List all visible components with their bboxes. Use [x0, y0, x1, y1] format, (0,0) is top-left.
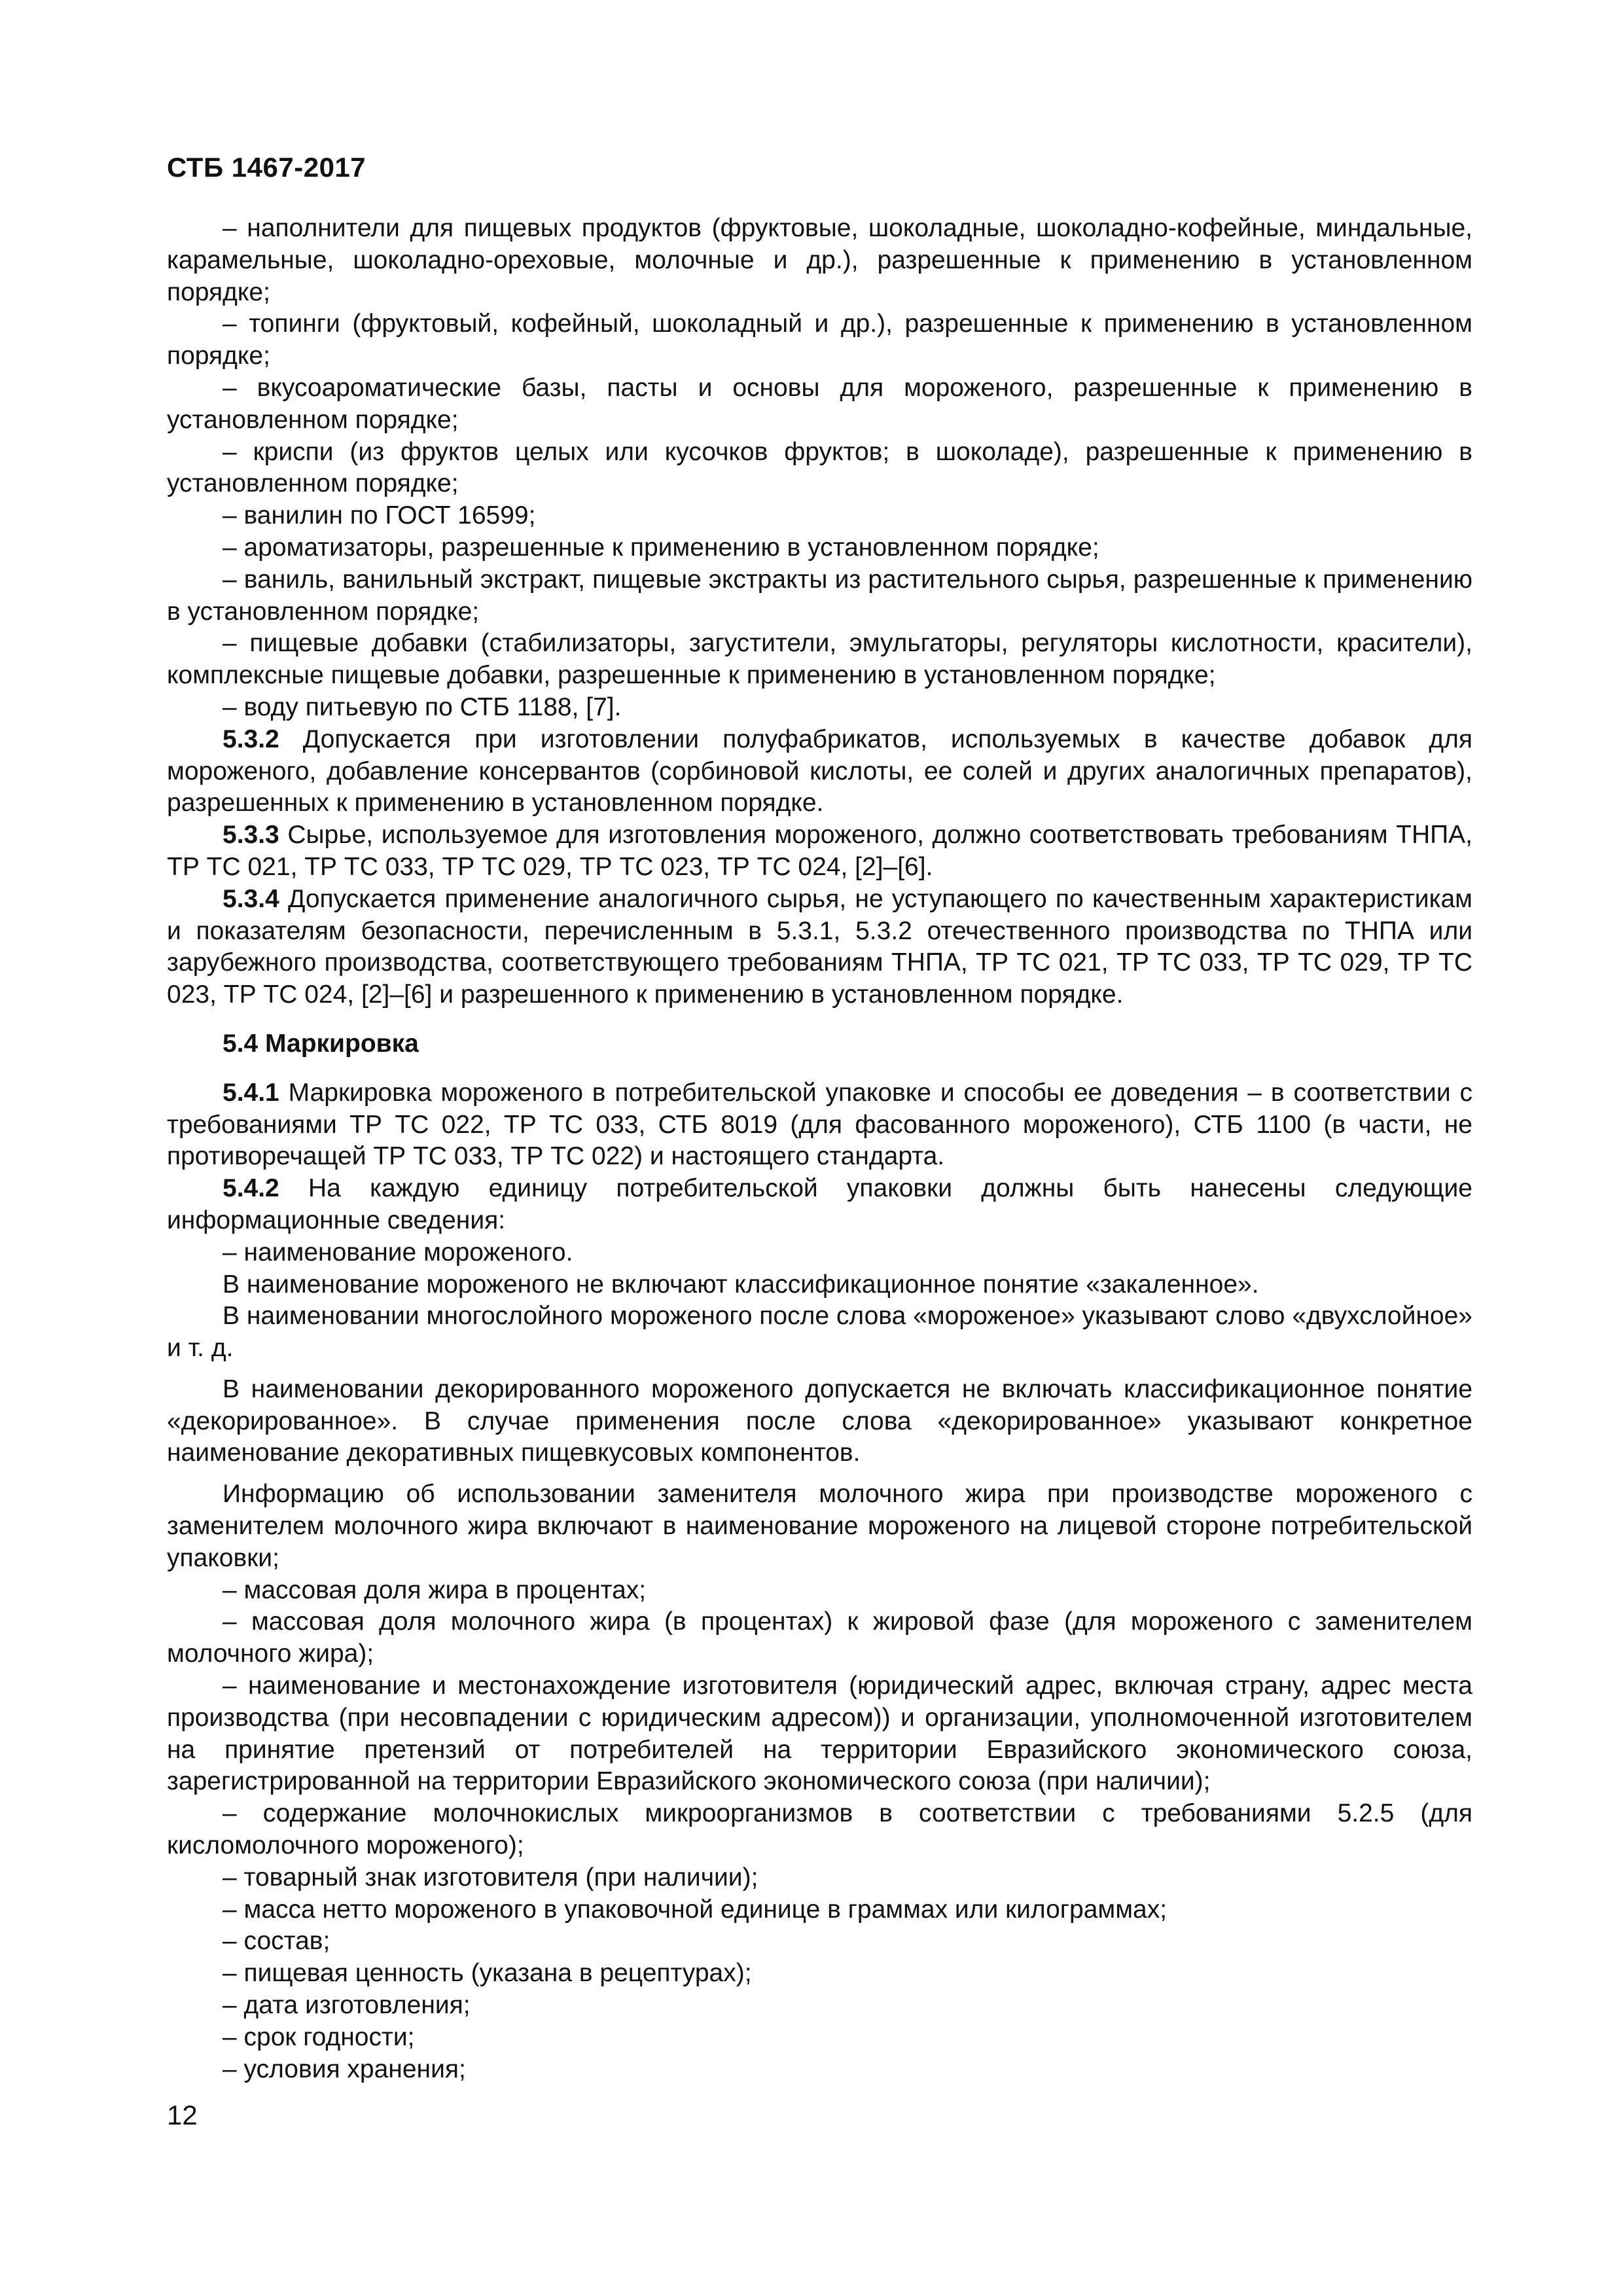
paragraph: [167, 1575, 1472, 1607]
clause-5-3-2: [167, 724, 1472, 819]
clause-number: 5.4.1: [223, 1078, 279, 1107]
paragraph-text: – воду питьевую по СТБ 1188, [7].: [223, 692, 622, 721]
paragraph: [167, 1798, 1472, 1862]
paragraph: [167, 1300, 1472, 1365]
clause-number: 5.4.2: [223, 1174, 279, 1203]
paragraph: [167, 1862, 1472, 1894]
paragraph-text: – наполнители для пищевых продуктов (фруктовые, шоколадные, шоколадно-кофейные, миндальные, карамельные, шоколадно-ореховые, молочные и др.), разрешенные к применению в установленном порядке;: [167, 214, 1472, 306]
paragraph: [167, 1374, 1472, 1469]
paragraph-text: – массовая доля молочного жира (в процентах) к жировой фазе (для мороженого с заменителем молочного жира);: [167, 1607, 1472, 1668]
paragraph-text: – состав;: [223, 1927, 330, 1956]
paragraph: [167, 564, 1472, 628]
paragraph-text: – ванилин по ГОСТ 16599;: [223, 501, 536, 530]
clause-text: Сырье, используемое для изготовления мороженого, должно соответствовать требованиям ТНПА, ТР ТС 021, ТР ТС 033, ТР ТС 029, ТР ТС 023, ТР ТС 024, [2]–[6].: [167, 821, 1472, 881]
clause-number: 5.3.4: [223, 884, 279, 913]
paragraph-text: – топинги (фруктовый, кофейный, шоколадный и др.), разрешенные к применению в установленном порядке;: [167, 310, 1472, 370]
paragraph: [167, 308, 1472, 372]
clause-text: На каждую единицу потребительской упаковки должны быть нанесены следующие информационные сведения:: [167, 1174, 1472, 1234]
paragraph: [167, 1670, 1472, 1798]
paragraph-text: – ароматизаторы, разрешенные к применению в установленном порядке;: [223, 533, 1099, 562]
paragraph-text: – пищевые добавки (стабилизаторы, загустители, эмульгаторы, регуляторы кислотности, красители), комплексные пищевые добавки, разрешенные к применению в установленном порядке;: [167, 629, 1472, 690]
paragraph: [167, 2022, 1472, 2054]
section-heading-5-4: 5.4 Маркировка: [223, 1029, 419, 1058]
paragraph-text: – вкусоароматические базы, пасты и основы для мороженого, разрешенные к применению в установленном порядке;: [167, 373, 1472, 434]
paragraph: [167, 1958, 1472, 1990]
paragraph-text: – срок годности;: [223, 2022, 415, 2051]
paragraph: [167, 628, 1472, 692]
paragraph-text: – масса нетто мороженого в упаковочной единице в граммах или килограммах;: [223, 1895, 1168, 1924]
paragraph: [167, 1894, 1472, 1926]
paragraph-text: Информацию об использовании заменителя молочного жира при производстве мороженого с заменителем молочного жира включают в наименование мороженого на лицевой стороне потребительской упаковки;: [167, 1480, 1472, 1572]
paragraph-text: – товарный знак изготовителя (при наличии);: [223, 1863, 758, 1892]
paragraph-text: – наименование и местонахождение изготовителя (юридический адрес, включая страну, адрес места производства (при несовпадении с юридическим адресом)) и организации, уполномоченной изготовителем на принятие претензий от потребителей на территории Евразийского экономического союза, зарегистрированной на территории Евразийского экономического союза (при наличии);: [167, 1672, 1472, 1796]
paragraph-text: В наименовании декорированного мороженого допускается не включать классификационное понятие «декорированное». В случае применения после слова «декорированное» указывают конкретное наименование декоративных пищевкусовых компонентов.: [167, 1374, 1472, 1467]
clause-5-3-4: [167, 884, 1472, 1011]
paragraph: [167, 1237, 1472, 1269]
clause-text: Допускается применение аналогичного сырья, не уступающего по качественным характеристикам и показателям безопасности, перечисленным в 5.3.1, 5.3.2 отечественного производства по ТНПА или зарубежного производства, соответствующего требованиям ТНПА, ТР ТС 021, ТР ТС 033, ТР ТС 029, ТР ТС 023, ТР ТС 024, [2]–[6] и разрешенного к применению в установленном порядке.: [167, 884, 1472, 1009]
paragraph: [167, 1926, 1472, 1958]
paragraph-text: – условия хранения;: [223, 2054, 466, 2083]
page-number: 12: [167, 2100, 198, 2130]
paragraph: [167, 372, 1472, 437]
document-body: [167, 213, 1472, 2085]
paragraph-text: – массовая доля жира в процентах;: [223, 1575, 647, 1604]
paragraph: [167, 1606, 1472, 1670]
paragraph-text: – криспи (из фруктов целых или кусочков фруктов; в шоколаде), разрешенные к применению в установленном порядке;: [167, 437, 1472, 498]
clause-5-3-3: [167, 819, 1472, 884]
paragraph-text: – пищевая ценность (указана в рецептурах);: [223, 1959, 752, 1988]
paragraph-text: – ваниль, ванильный экстракт, пищевые экстракты из растительного сырья, разрешенные к применению в установленном порядке;: [167, 565, 1472, 626]
paragraph: [167, 692, 1472, 724]
clause-text: Допускается при изготовлении полуфабрикатов, используемых в качестве добавок для мороженого, добавление консервантов (сорбиновой кислоты, ее солей и других аналогичных препаратов), разрешенных к применению в установленном порядке.: [167, 725, 1472, 817]
clause-text: Маркировка мороженого в потребительской упаковке и способы ее доведения – в соответствии с требованиями ТР ТС 022, ТР ТС 033, СТБ 8019 (для фасованного мороженого), СТБ 1100 (в части, не противоречащей ТР ТС 033, ТР ТС 022) и настоящего стандарта.: [167, 1078, 1472, 1171]
clause-5-4-2: [167, 1173, 1472, 1237]
clause-number: 5.3.2: [223, 725, 279, 753]
paragraph: [167, 1269, 1472, 1301]
paragraph: [167, 1990, 1472, 2022]
document-code-header: СТБ 1467-2017: [167, 152, 366, 183]
paragraph: [167, 500, 1472, 532]
paragraph-text: В наименование мороженого не включают классификационное понятие «закаленное».: [223, 1270, 1259, 1299]
paragraph: [167, 213, 1472, 308]
paragraph-text: – наименование мороженого.: [223, 1238, 573, 1266]
clause-5-4-1: [167, 1077, 1472, 1173]
paragraph: [167, 532, 1472, 564]
paragraph-text: – дата изготовления;: [223, 1991, 471, 2020]
paragraph-text: В наименовании многослойного мороженого после слова «мороженое» указывают слово «двухслойное» и т. д.: [167, 1302, 1472, 1363]
paragraph-text: – содержание молочнокислых микроорганизмов в соответствии с требованиями 5.2.5 (для кисломолочного мороженого);: [167, 1799, 1472, 1860]
paragraph: [167, 1479, 1472, 1574]
paragraph: [167, 437, 1472, 501]
clause-number: 5.3.3: [223, 821, 279, 850]
paragraph: [167, 2054, 1472, 2086]
